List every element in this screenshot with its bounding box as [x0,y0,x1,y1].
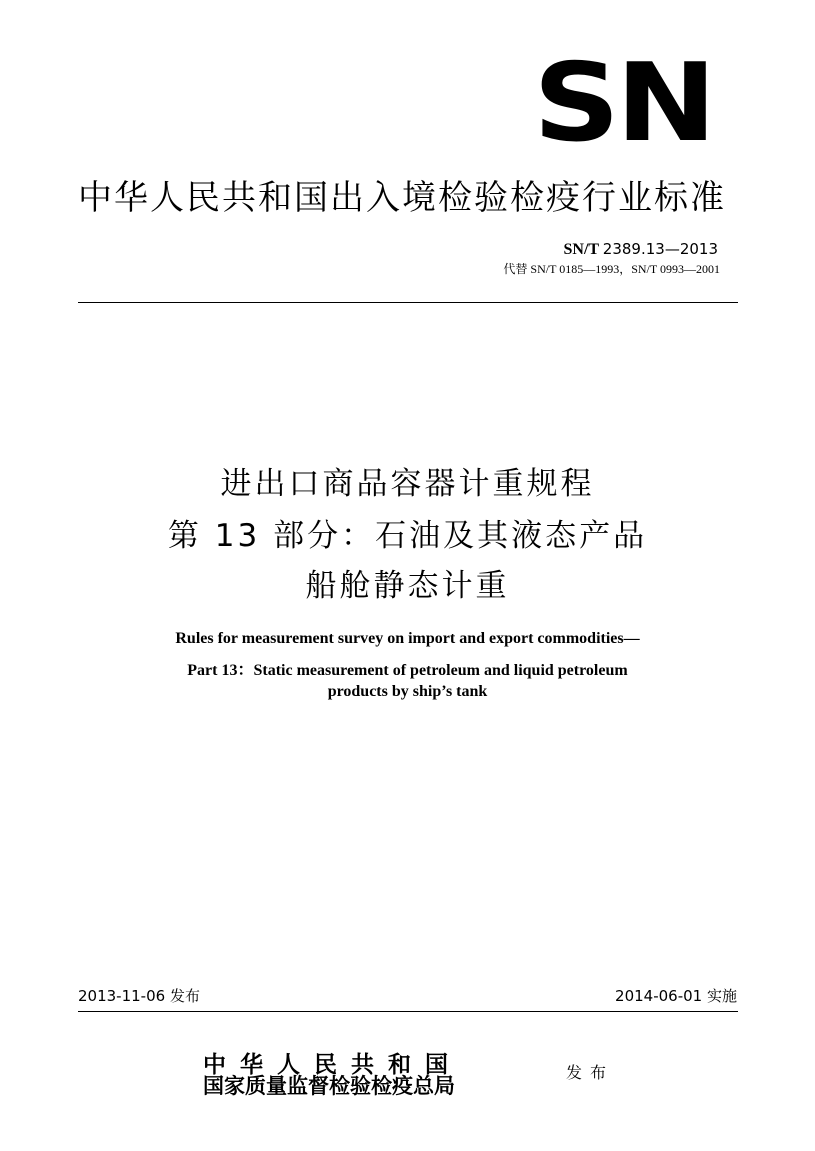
implementation-date: 2014-06-01 实施 [615,987,737,1005]
chinese-title-line-1: 进出口商品容器计重规程 [220,466,595,502]
chinese-title-line-3: 船舱静态计重 [305,568,510,604]
standard-number-value: 2389.13—2013 [602,240,718,258]
chinese-title-line-2: 第 13 部分：石油及其液态产品 [167,518,648,554]
replaces-standards: 代替 SN/T 0185—1993，SN/T 0993—2001 [503,262,720,276]
issuing-authority-heading: 中华人民共和国出入境检验检疫行业标准 [78,178,726,218]
publish-label: 发布 [566,1063,615,1082]
standard-number [564,240,718,259]
issue-date: 2013-11-06 发布 [78,987,200,1005]
issuer-country: 中华人民共和国 [203,1051,462,1078]
standard-number-prefix: SN/T [563,241,599,258]
english-title-line-1: Rules for measurement survey on import and export commodities— [175,630,640,647]
english-title-line-2: Part 13：Static measurement of petroleum and liquid petroleum [187,662,628,679]
issuer-agency: 国家质量监督检验检疫总局 [203,1073,455,1098]
bottom-divider [78,1011,738,1012]
sn-logo: SN [533,41,713,166]
english-title-line-3: products by ship’s tank [327,683,488,700]
top-divider [78,302,738,303]
